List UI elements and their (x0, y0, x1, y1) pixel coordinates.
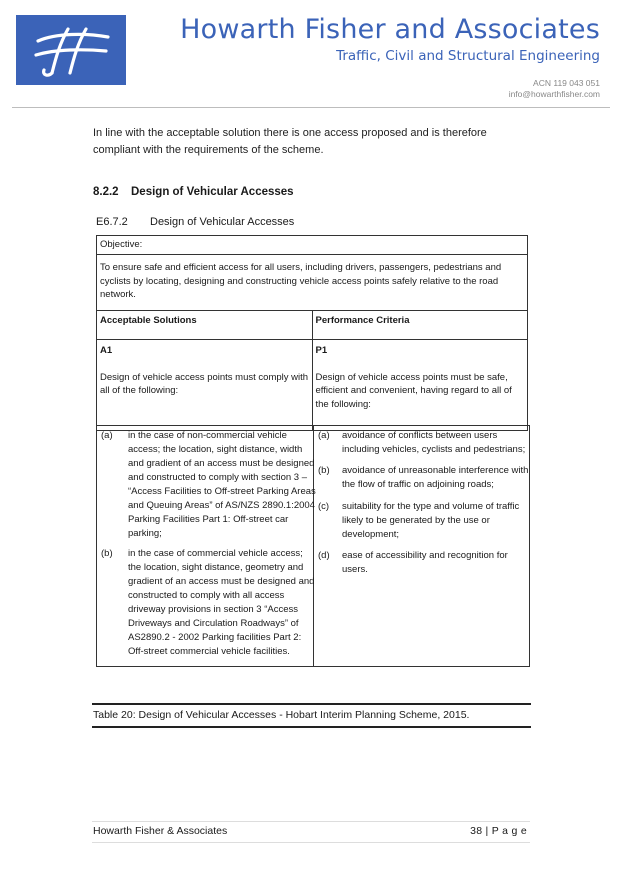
p-text: Design of vehicle access points must be safe, efficient and convenient, having regard to all of the following: (315, 371, 512, 410)
company-logo (16, 15, 126, 85)
clause-title: Design of Vehicular Accesses (150, 216, 295, 228)
footer-bottom-divider (92, 842, 530, 843)
detail-table (96, 425, 530, 667)
table-row (97, 340, 528, 431)
col-header-acceptable-solutions: Acceptable Solutions (97, 310, 313, 340)
objective-label: Objective: (97, 236, 528, 255)
solution-label: (a) (101, 430, 113, 441)
p-code: P1 (315, 345, 328, 356)
requirements-table (96, 235, 528, 431)
table-caption: Table 20: Design of Vehicular Accesses - Hobart Interim Planning Scheme, 2015. (93, 709, 470, 721)
header-divider (12, 107, 610, 108)
criteria-label: (b) (318, 465, 330, 476)
criteria-text: ease of accessibility and recognition for users. (342, 550, 508, 575)
acceptable-solution-cell (97, 340, 313, 431)
intro-paragraph: In line with the acceptable solution there is one access proposed and is therefore compliant with the requirements of the scheme. (93, 127, 487, 156)
criteria-text: suitability for the type and volume of traffic likely to be generated by the use or development; (342, 501, 520, 540)
criteria-label: (d) (318, 550, 330, 561)
hf-monogram-logo-icon (16, 15, 126, 85)
performance-criteria-cell (312, 340, 528, 431)
company-name: Howarth Fisher and Associates (180, 14, 600, 45)
criteria-text: avoidance of unreasonable interference with the flow of traffic on adjoining roads; (342, 465, 529, 490)
footer-company: Howarth Fisher & Associates (93, 825, 228, 837)
footer-divider (92, 821, 530, 822)
solution-text: in the case of commercial vehicle access; the location, sight distance, geometry and gradient of an access must be designed and constructed to comply with all access driveway provisions in section 3 “Access Driveways and Circulation Roadways” of AS2890.2 - 2002 Parking facilities Part 2: Off-street commercial vehicle facilities. (128, 548, 315, 657)
page-number: 38 | P a g e (470, 825, 527, 837)
clause-number: E6.7.2 (96, 216, 128, 228)
clause-heading (96, 216, 294, 228)
contact-email[interactable]: info@howarthfisher.com (508, 89, 600, 99)
acn-number: ACN 119 043 051 (533, 78, 600, 88)
solution-text: in the case of non-commercial vehicle access; the location, sight distance, width and gradient of an access must be designed and constructed to comply with section 3 – “Access Facilities to Off-street Parking Areas and Queuing Areas” of AS/NZS 2890.1:2004 Parking Facilities Part 1: Off-street car parking; (128, 430, 316, 539)
section-heading (93, 186, 294, 198)
table-row (97, 236, 528, 255)
table-row (97, 255, 528, 311)
a-text: Design of vehicle access points must comply with all of the following: (100, 371, 309, 396)
a-code: A1 (100, 345, 113, 356)
table-row (97, 310, 528, 340)
solution-label: (b) (101, 548, 113, 559)
caption-bottom-rule (92, 726, 531, 728)
criteria-label: (c) (318, 501, 330, 512)
col-header-performance-criteria: Performance Criteria (312, 310, 528, 340)
section-number: 8.2.2 (93, 186, 119, 198)
objective-text: To ensure safe and efficient access for all users, including drivers, passengers, pedestrians and cyclists by locating, designing and constructing vehicle access points safely relative to the road network. (97, 255, 528, 311)
criteria-text: avoidance of conflicts between users including vehicles, cyclists and pedestrians; (342, 430, 526, 455)
company-tagline: Traffic, Civil and Structural Engineering (336, 48, 600, 64)
section-title: Design of Vehicular Accesses (131, 186, 294, 198)
criteria-label: (a) (318, 430, 330, 441)
caption-top-rule (92, 703, 531, 705)
